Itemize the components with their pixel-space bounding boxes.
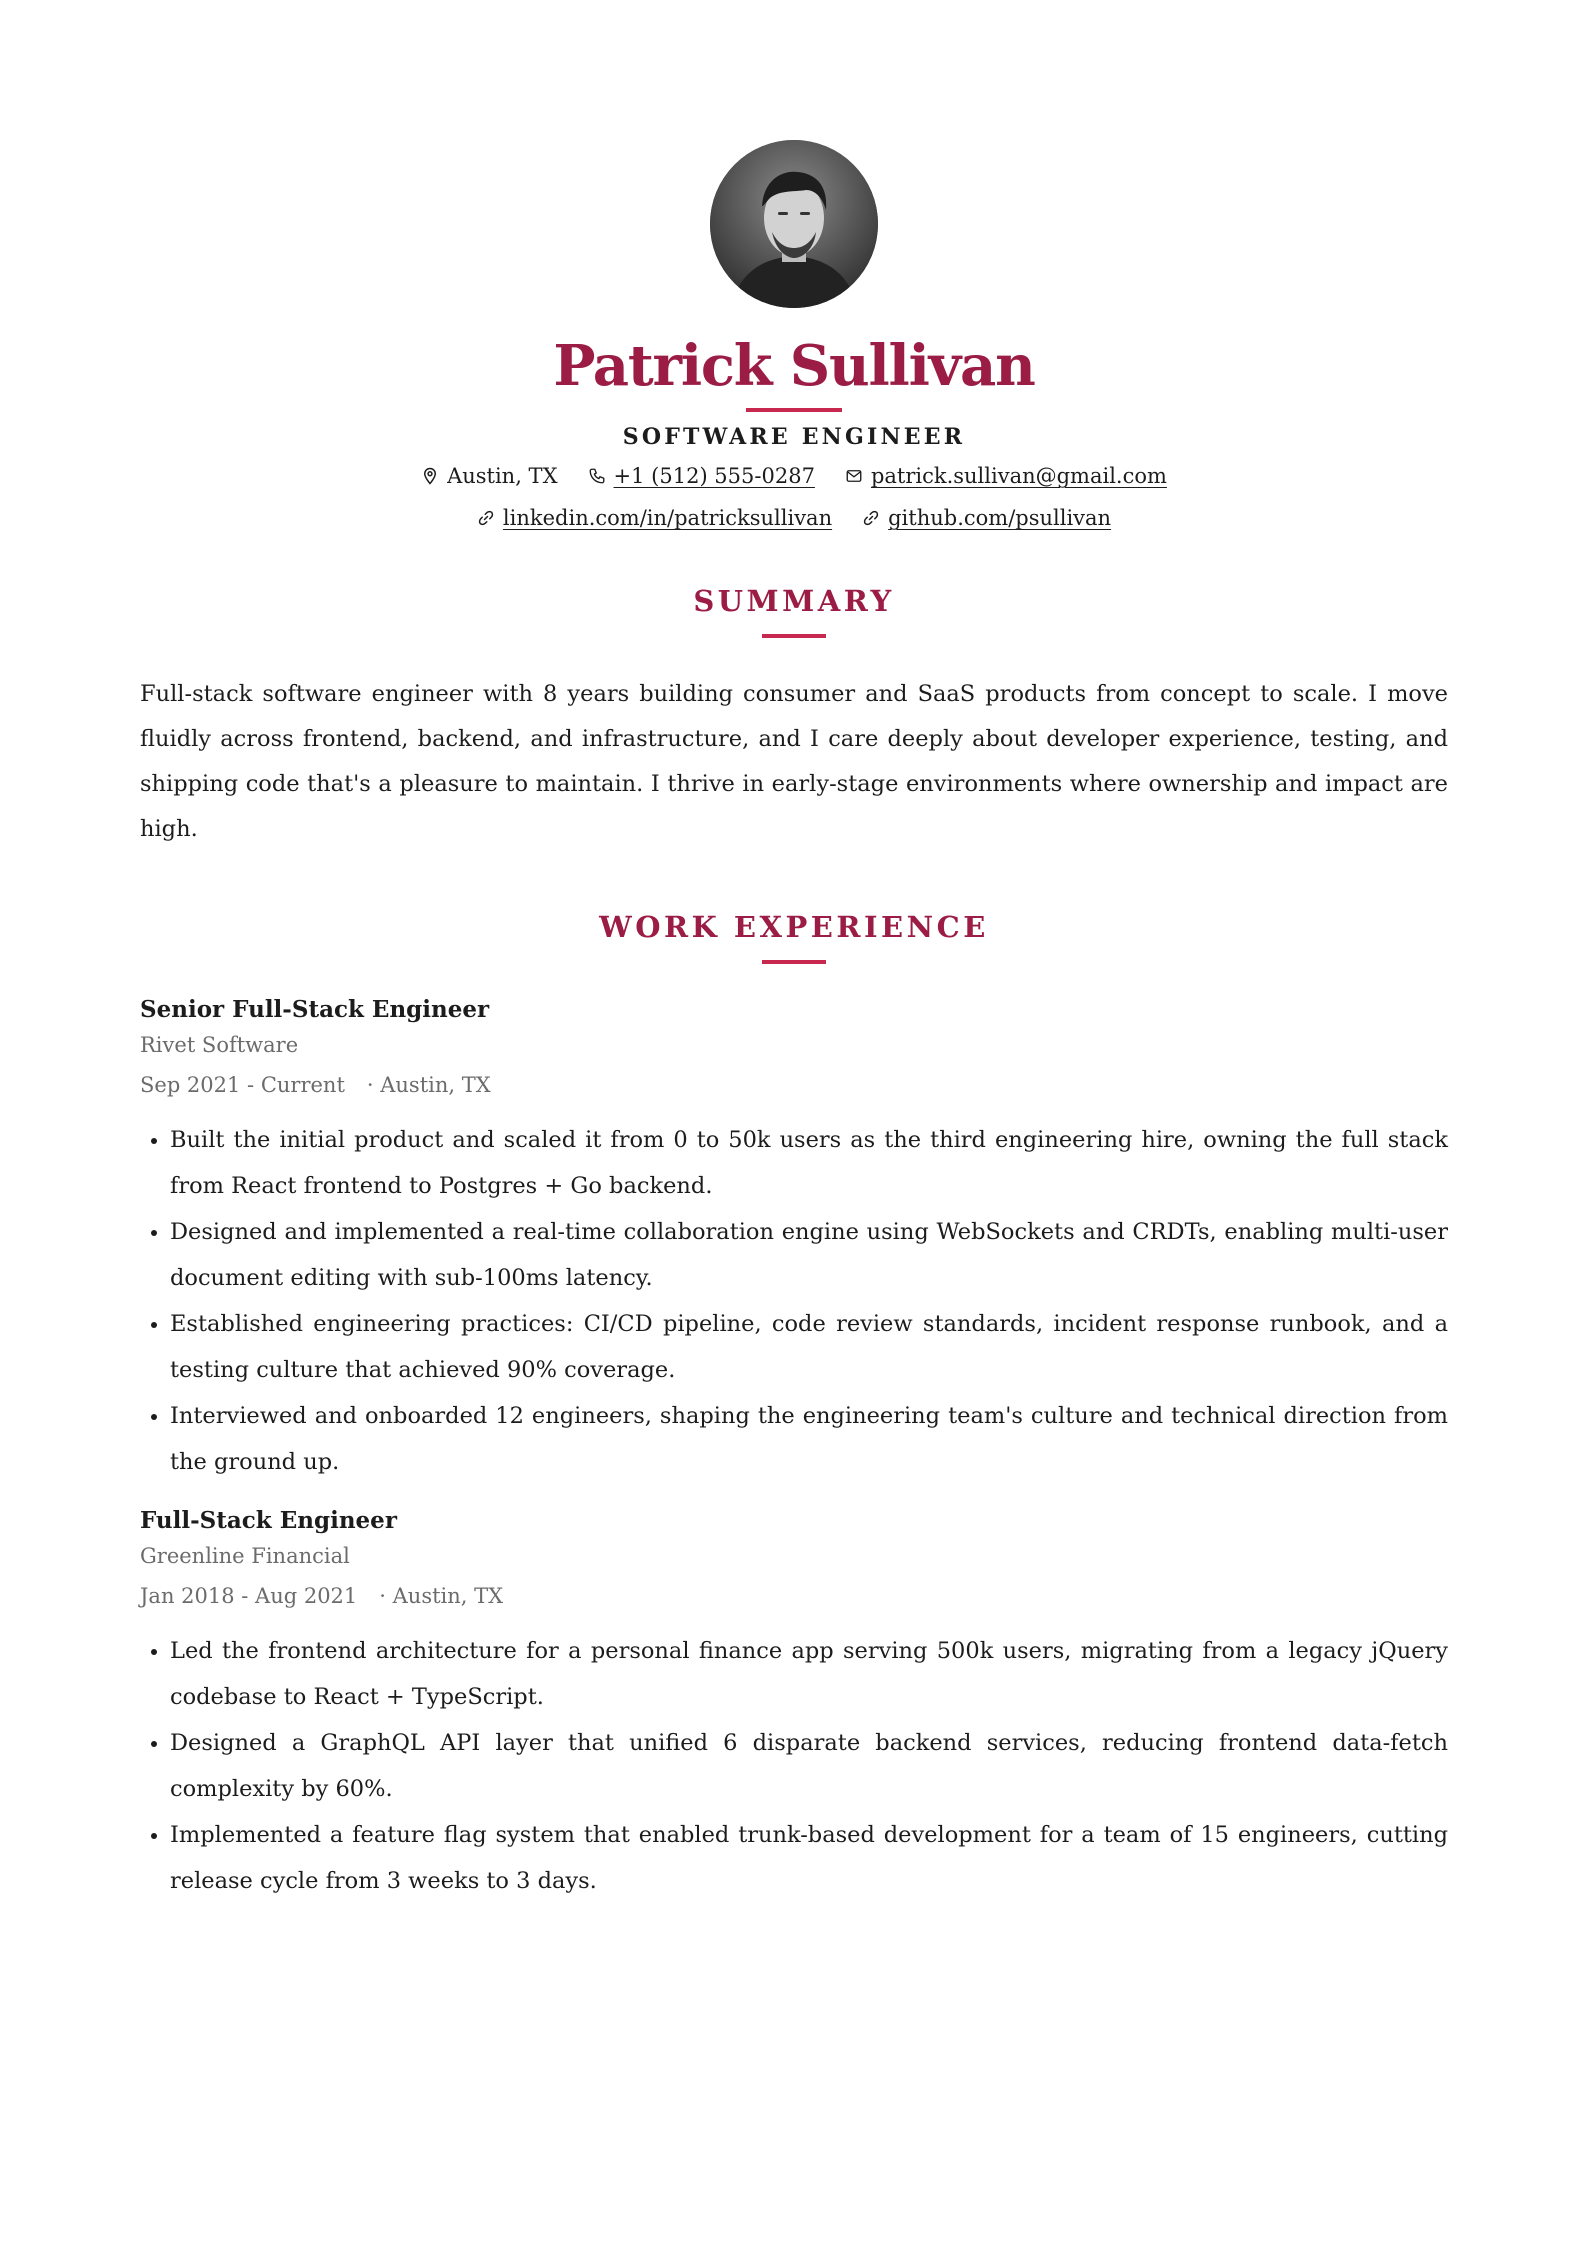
candidate-role: SOFTWARE ENGINEER — [622, 424, 966, 450]
contact-row-primary — [421, 464, 1167, 488]
contact-email[interactable] — [845, 464, 1167, 488]
avatar — [710, 140, 878, 308]
contact-location — [421, 464, 557, 488]
location-text: Austin, TX — [447, 464, 558, 488]
job-dates: Sep 2021 - Current — [140, 1073, 345, 1097]
summary-section — [140, 584, 1448, 852]
link-icon — [477, 509, 495, 527]
job-location: · Austin, TX — [366, 1073, 491, 1097]
job-entry — [140, 996, 1448, 1485]
contact-linkedin[interactable] — [477, 506, 832, 530]
job-company: Rivet Software — [140, 1033, 299, 1057]
experience-heading: WORK EXPERIENCE — [599, 910, 989, 944]
name-underline — [746, 408, 842, 412]
job-meta — [140, 1073, 1448, 1097]
github-link[interactable]: github.com/psullivan — [888, 506, 1112, 530]
mail-icon — [845, 467, 863, 485]
summary-text: Full-stack software engineer with 8 years building consumer and SaaS products from concept to scale. I move fluidly across frontend, backend, and infrastructure, and I care deeply about developer experience, testing, and shipping code that's a pleasure to maintain. I thrive in early-stage environments where ownership and impact are high. — [140, 681, 1448, 842]
email-link[interactable]: patrick.sullivan@gmail.com — [870, 464, 1167, 488]
experience-heading-rule — [762, 960, 826, 964]
linkedin-link[interactable]: linkedin.com/in/patricksullivan — [502, 506, 833, 530]
phone-icon — [588, 467, 606, 485]
job-dates: Jan 2018 - Aug 2021 — [140, 1584, 358, 1608]
experience-section — [140, 910, 1448, 1904]
portrait-photo — [710, 140, 878, 308]
location-pin-icon — [421, 467, 439, 485]
job-bullet: • Designed and implemented a real-time collaboration engine using WebSockets and CRDTs, enabling multi-user document editing with sub-100ms latency. — [170, 1209, 1448, 1301]
candidate-name: Patrick Sullivan — [553, 333, 1035, 399]
job-bullet: • Established engineering practices: CI/CD pipeline, code review standards, incident response runbook, and a testing culture that achieved 90% coverage. — [170, 1301, 1448, 1393]
job-title: Senior Full-Stack Engineer — [140, 996, 490, 1023]
job-meta — [140, 1584, 1448, 1608]
job-bullet: • Interviewed and onboarded 12 engineers, shaping the engineering team's culture and technical direction from the ground up. — [170, 1393, 1448, 1485]
contact-row-links — [477, 506, 1111, 530]
job-title: Full-Stack Engineer — [140, 1507, 397, 1534]
summary-heading-rule — [762, 634, 826, 638]
summary-heading: SUMMARY — [693, 584, 895, 618]
job-company: Greenline Financial — [140, 1544, 350, 1568]
phone-link[interactable]: +1 (512) 555-0287 — [613, 464, 815, 488]
resume-header — [140, 140, 1448, 530]
job-bullet: • Built the initial product and scaled it from 0 to 50k users as the third engineering hire, owning the full stack from React frontend to Postgres + Go backend. — [170, 1117, 1448, 1209]
resume-page — [140, 140, 1448, 1904]
link-icon — [862, 509, 880, 527]
job-bullet: • Designed a GraphQL API layer that unified 6 disparate backend services, reducing frontend data-fetch complexity by 60%. — [170, 1720, 1448, 1812]
contact-phone[interactable] — [588, 464, 815, 488]
job-bullet: • Led the frontend architecture for a personal finance app serving 500k users, migrating from a legacy jQuery codebase to React + TypeScript. — [170, 1628, 1448, 1720]
job-bullets — [140, 1628, 1448, 1904]
contact-github[interactable] — [862, 506, 1111, 530]
job-bullet: • Implemented a feature flag system that enabled trunk-based development for a team of 15 engineers, cutting release cycle from 3 weeks to 3 days. — [170, 1812, 1448, 1904]
job-location: · Austin, TX — [379, 1584, 504, 1608]
job-entry — [140, 1507, 1448, 1904]
job-bullets — [140, 1117, 1448, 1485]
